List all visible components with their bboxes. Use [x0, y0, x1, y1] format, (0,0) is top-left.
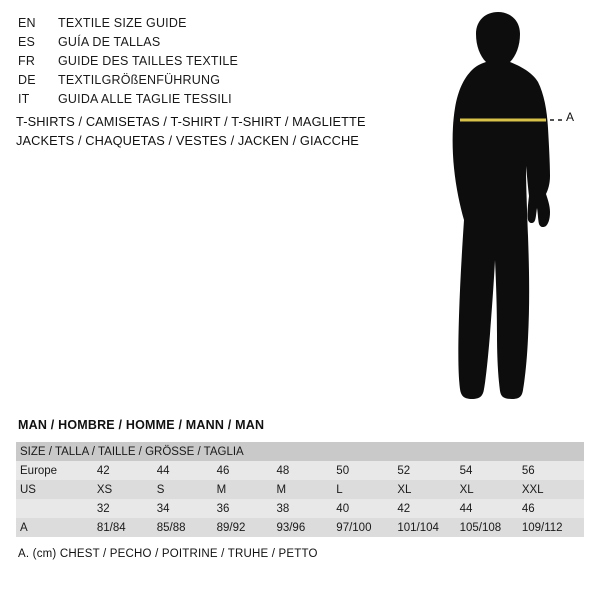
table-header-row	[16, 442, 584, 461]
table-cell: 48	[276, 461, 336, 480]
language-row	[18, 16, 368, 35]
table-cell: 85/88	[157, 518, 217, 537]
language-title: TEXTILE SIZE GUIDE	[58, 16, 187, 30]
table-cell: 46	[217, 461, 277, 480]
table-cell: 105/108	[460, 518, 522, 537]
size-table	[16, 442, 584, 537]
language-row	[18, 54, 368, 73]
category-list	[16, 112, 396, 150]
table-cell: 50	[336, 461, 397, 480]
table-cell: 56	[522, 461, 584, 480]
chest-label: A	[566, 110, 575, 124]
table-cell: 109/112	[522, 518, 584, 537]
table-cell: XL	[460, 480, 522, 499]
language-title: TEXTILGRÖßENFÜHRUNG	[58, 73, 221, 87]
footnote: A. (cm) CHEST / PECHO / POITRINE / TRUHE / PETTO	[18, 548, 318, 560]
table-cell: 34	[157, 499, 217, 518]
table-cell: 89/92	[217, 518, 277, 537]
table-cell: 42	[97, 461, 157, 480]
table-cell: XL	[397, 480, 459, 499]
language-title: GUIDE DES TAILLES TEXTILE	[58, 54, 239, 68]
table-cell: 36	[217, 499, 277, 518]
language-code: DE	[18, 73, 36, 87]
language-code: IT	[18, 92, 30, 106]
table-cell: 38	[276, 499, 336, 518]
language-code: EN	[18, 16, 36, 30]
table-cell: 101/104	[397, 518, 459, 537]
table-cell: 42	[397, 499, 459, 518]
table-cell: 40	[336, 499, 397, 518]
language-code: ES	[18, 35, 36, 49]
table-cell: 44	[157, 461, 217, 480]
language-row	[18, 92, 368, 111]
table-cell: 93/96	[276, 518, 336, 537]
table-cell: M	[276, 480, 336, 499]
table-header-label: SIZE / TALLA / TAILLE / GRÖSSE / TAGLIA	[16, 442, 584, 461]
table-cell: L	[336, 480, 397, 499]
row-label: Europe	[16, 461, 97, 480]
table-row	[16, 499, 584, 518]
table-cell: 97/100	[336, 518, 397, 537]
language-row	[18, 35, 368, 54]
table-cell: 54	[460, 461, 522, 480]
category-jackets: JACKETS / CHAQUETAS / VESTES / JACKEN / GIACCHE	[16, 133, 359, 148]
table-cell: 81/84	[97, 518, 157, 537]
body-silhouette-figure	[398, 8, 598, 408]
table-cell: 46	[522, 499, 584, 518]
row-label: A	[16, 518, 97, 537]
male-silhouette-icon	[398, 8, 598, 408]
language-code: FR	[18, 54, 36, 68]
table-cell: XXL	[522, 480, 584, 499]
table-title: MAN / HOMBRE / HOMME / MANN / MAN	[18, 418, 265, 432]
language-title: GUIDA ALLE TAGLIE TESSILI	[58, 92, 232, 106]
row-label: US	[16, 480, 97, 499]
row-label	[16, 499, 97, 518]
language-title: GUÍA DE TALLAS	[58, 35, 161, 49]
table-cell: XS	[97, 480, 157, 499]
table-cell: 52	[397, 461, 459, 480]
table-row	[16, 461, 584, 480]
table-cell: S	[157, 480, 217, 499]
table-row	[16, 480, 584, 499]
table-row	[16, 518, 584, 537]
table-cell: 32	[97, 499, 157, 518]
table-cell: M	[217, 480, 277, 499]
language-row	[18, 73, 368, 92]
table-cell: 44	[460, 499, 522, 518]
category-tshirts: T-SHIRTS / CAMISETAS / T-SHIRT / T-SHIRT / MAGLIETTE	[16, 114, 366, 129]
language-list	[18, 16, 368, 111]
